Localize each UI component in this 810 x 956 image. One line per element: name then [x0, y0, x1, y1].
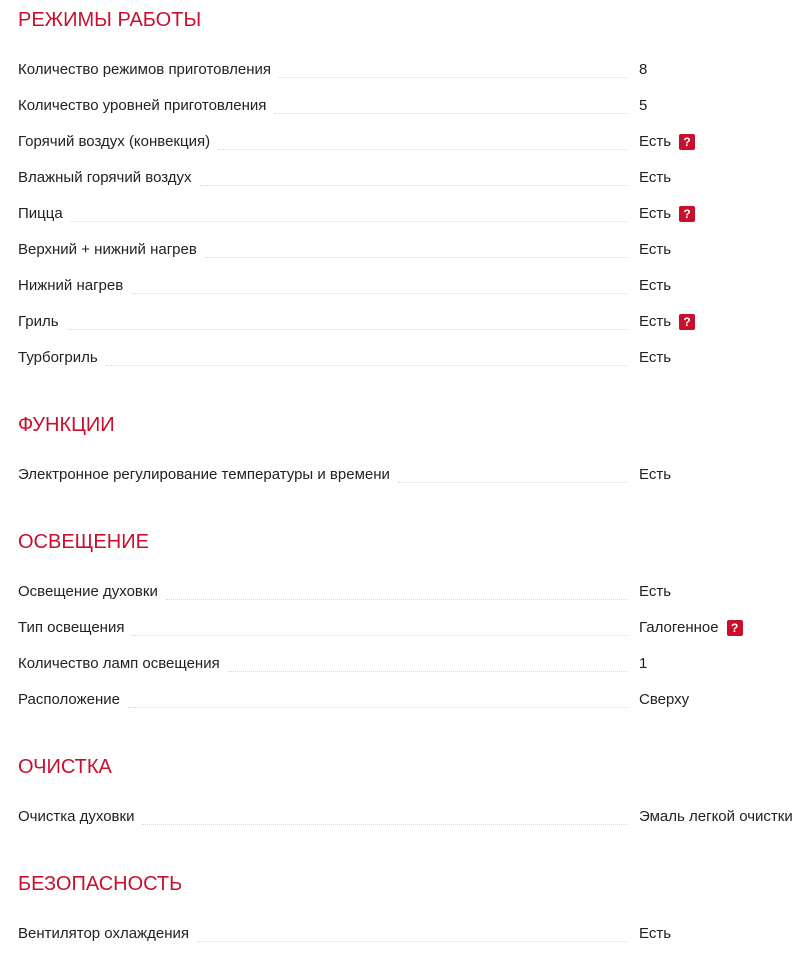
spec-label: Вентилятор охлаждения: [18, 924, 189, 946]
spec-label: Верхний + нижний нагрев: [18, 240, 197, 262]
dotted-leader: [197, 941, 628, 942]
spec-row: [0, 688, 810, 712]
spec-row: [0, 130, 810, 154]
spec-row: [0, 580, 810, 604]
spec-label: Нижний нагрев: [18, 276, 123, 298]
dotted-leader: [128, 707, 628, 708]
spec-row: [0, 652, 810, 676]
dotted-leader: [67, 329, 628, 330]
spec-value: Есть: [639, 241, 672, 258]
spec-label: Расположение: [18, 690, 120, 712]
spec-value: Есть: [639, 313, 672, 330]
section-title: РЕЖИМЫ РАБОТЫ: [18, 9, 202, 31]
help-icon[interactable]: ?: [679, 206, 695, 222]
spec-value: Есть: [639, 466, 672, 483]
dotted-leader: [142, 824, 628, 825]
spec-label: Пицца: [18, 204, 63, 226]
spec-value: 5: [639, 97, 648, 114]
spec-value: Есть: [639, 277, 672, 294]
spec-label: Влажный горячий воздух: [18, 168, 192, 190]
spec-value: 1: [639, 655, 648, 672]
spec-value: Сверху: [639, 691, 690, 708]
dotted-leader: [132, 635, 628, 636]
spec-value: Есть: [639, 925, 672, 942]
dotted-leader: [166, 599, 628, 600]
spec-label: Горячий воздух (конвекция): [18, 132, 210, 154]
dotted-leader: [205, 257, 628, 258]
spec-row: [0, 616, 810, 640]
spec-value: Есть: [639, 169, 672, 186]
section-title: ОЧИСТКА: [18, 756, 112, 778]
dotted-leader: [131, 293, 628, 294]
dotted-leader: [200, 185, 628, 186]
help-icon[interactable]: ?: [679, 134, 695, 150]
section-title: ОСВЕЩЕНИЕ: [18, 531, 149, 553]
help-icon[interactable]: ?: [727, 620, 743, 636]
dotted-leader: [106, 365, 628, 366]
spec-row: [0, 202, 810, 226]
section-title: ФУНКЦИИ: [18, 414, 115, 436]
spec-label: Электронное регулирование температуры и времени: [18, 465, 390, 487]
spec-row: [0, 238, 810, 262]
spec-value: Эмаль легкой очистки: [639, 808, 793, 825]
spec-row: [0, 94, 810, 118]
spec-label: Количество уровней приготовления: [18, 96, 266, 118]
section-title: БЕЗОПАСНОСТЬ: [18, 873, 183, 895]
help-icon[interactable]: ?: [679, 314, 695, 330]
spec-label: Освещение духовки: [18, 582, 158, 604]
spec-value: Есть: [639, 205, 672, 222]
spec-label: Очистка духовки: [18, 807, 134, 829]
spec-row: [0, 58, 810, 82]
spec-label: Турбогриль: [18, 348, 98, 370]
spec-row: [0, 805, 810, 829]
spec-value: Есть: [639, 133, 672, 150]
spec-value: Галогенное: [639, 619, 719, 636]
dotted-leader: [398, 482, 628, 483]
dotted-leader: [228, 671, 628, 672]
dotted-leader: [274, 113, 628, 114]
spec-row: [0, 463, 810, 487]
dotted-leader: [71, 221, 628, 222]
dotted-leader: [279, 77, 628, 78]
spec-row: [0, 310, 810, 334]
spec-row: [0, 346, 810, 370]
spec-row: [0, 166, 810, 190]
spec-row: [0, 922, 810, 946]
dotted-leader: [218, 149, 628, 150]
spec-label: Количество режимов приготовления: [18, 60, 271, 82]
spec-value: Есть: [639, 349, 672, 366]
spec-label: Тип освещения: [18, 618, 124, 640]
spec-value: 8: [639, 61, 648, 78]
spec-value: Есть: [639, 583, 672, 600]
spec-row: [0, 274, 810, 298]
spec-label: Гриль: [18, 312, 59, 334]
spec-label: Количество ламп освещения: [18, 654, 220, 676]
